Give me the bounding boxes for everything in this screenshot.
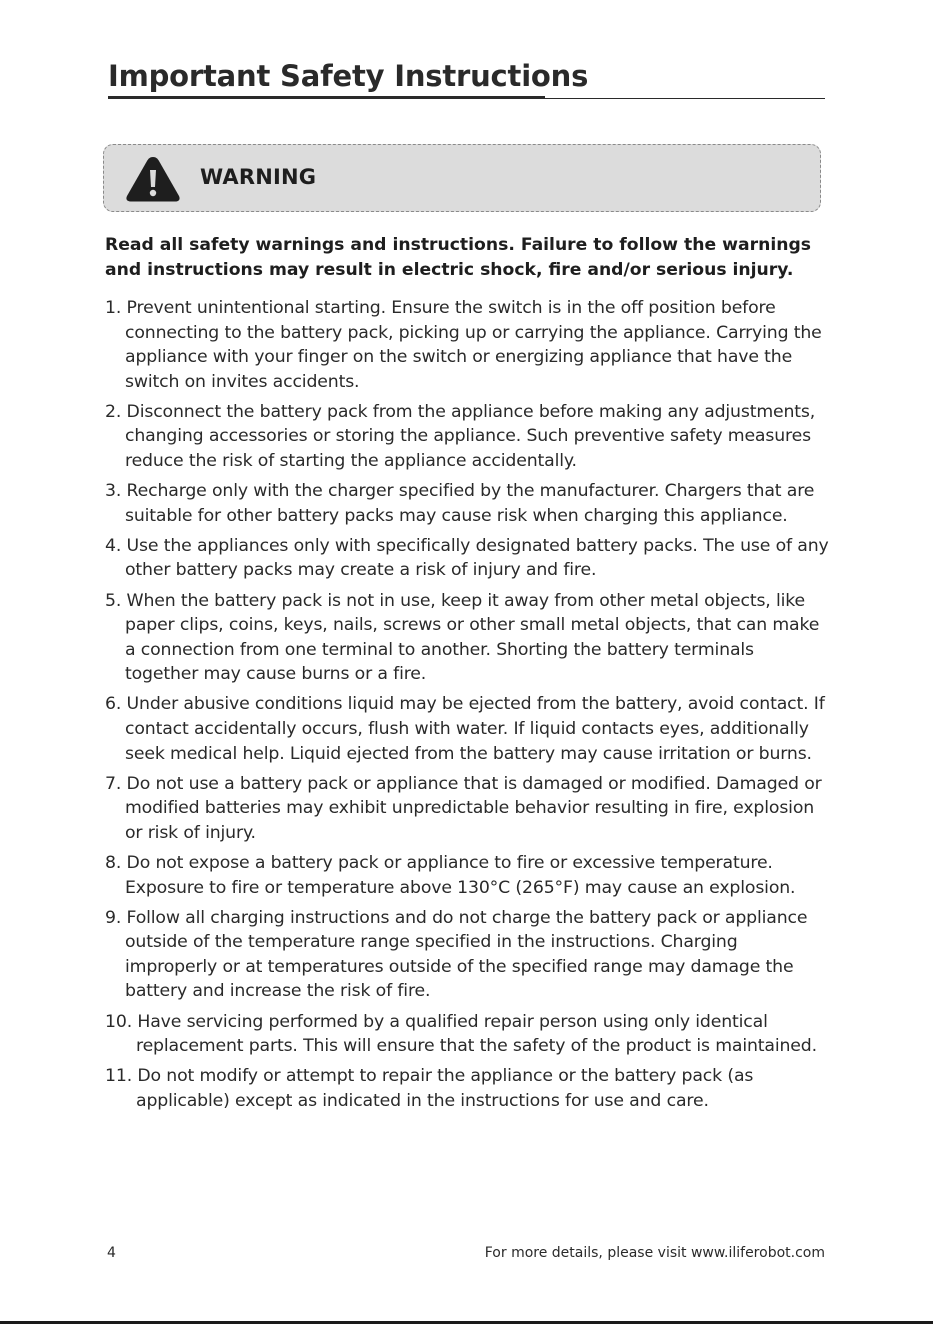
title-rule [545,98,825,99]
title-underline [108,96,545,99]
intro-warning-text: Read all safety warnings and instructions. Failure to follow the warnings and instructions may result in electric shock, fire and/or serious injury. [105,235,811,280]
instruction-item-2: 2. Disconnect the battery pack from the appliance before making any adjustments, changing accessories or storing the appliance. Such preventive safety measures reduce the risk of starting the appliance accidentally. [105,401,816,472]
instruction-item-10: 10. Have servicing performed by a qualified repair person using only identical replacement parts. This will ensure that the safety of the product is maintained. [105,1011,817,1057]
page-title: Important Safety Instructions [108,59,589,93]
instruction-item-1: 1. Prevent unintentional starting. Ensure the switch is in the off position before connecting to the battery pack, picking up or carrying the appliance. Carrying the appliance with your finger on the switch or energizing appliance that have the switch on invites accidents. [105,298,822,392]
instruction-item-6: 6. Under abusive conditions liquid may be ejected from the battery, avoid contact. If contact accidentally occurs, flush with water. If liquid contacts eyes, additionally seek medical help. Liquid ejected from the battery may cause irritation or burns. [105,694,825,764]
instruction-item-4: 4. Use the appliances only with specifically designated battery packs. The use of any other battery packs may create a risk of injury and fire. [105,535,829,581]
instruction-list [105,296,829,1119]
instruction-item-8: 8. Do not expose a battery pack or appliance to fire or excessive temperature. Exposure to fire or temperature above 130°C (265°F) may cause an explosion. [105,852,796,898]
warning-label: WARNING [200,165,317,189]
warning-triangle-icon [125,155,181,203]
instruction-item-11: 11. Do not modify or attempt to repair the appliance or the battery pack (as applicable) except as indicated in the instructions for use and care. [105,1066,754,1111]
instruction-item-5: 5. When the battery pack is not in use, keep it away from other metal objects, like paper clips, coins, keys, nails, screws or other small metal objects, that can make a connection from one terminal to another. Shorting the battery terminals together may cause burns or a fire. [105,590,820,685]
footer-website-note: For more details, please visit www.iliferobot.com [484,1245,825,1261]
instruction-item-9: 9. Follow all charging instructions and do not charge the battery pack or appliance outside of the temperature range specified in the instructions. Charging improperly or at temperatures outside of the specified range may damage the battery and increase the risk of fire. [105,907,808,1002]
page-number: 4 [107,1245,116,1261]
instruction-item-3: 3. Recharge only with the charger specified by the manufacturer. Chargers that are suitable for other battery packs may cause risk when charging this appliance. [105,481,815,526]
instruction-item-7: 7. Do not use a battery pack or appliance that is damaged or modified. Damaged or modified batteries may exhibit unpredictable behavior resulting in fire, explosion or risk of injury. [105,773,822,843]
warning-banner [103,144,821,212]
